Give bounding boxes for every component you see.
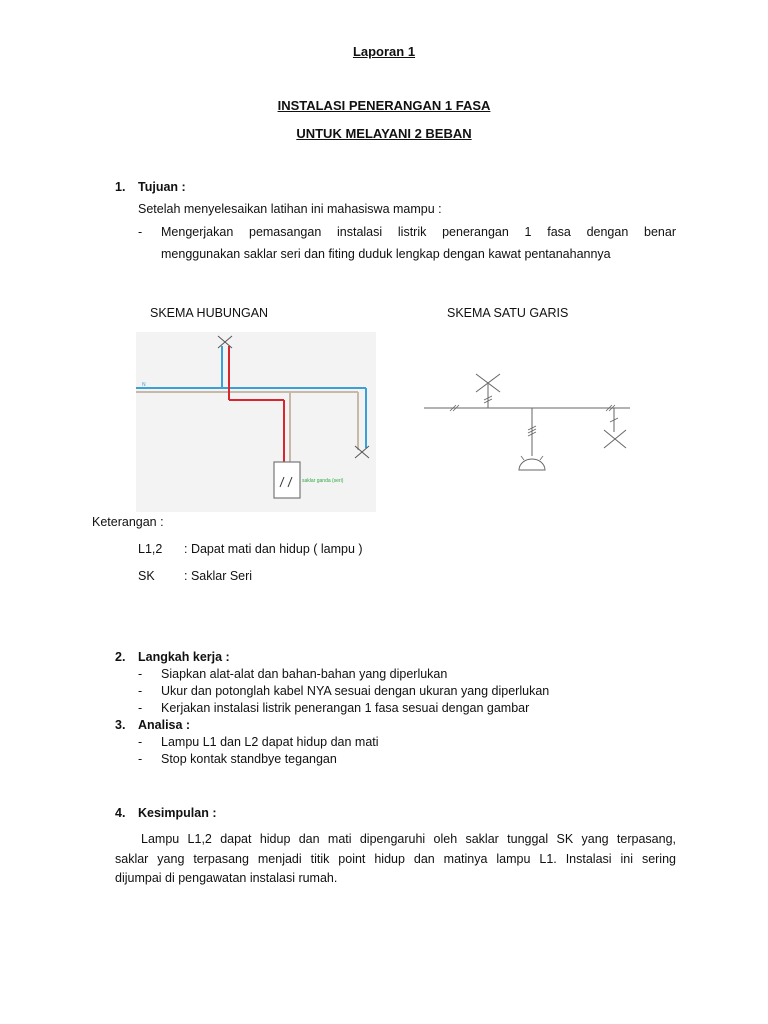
keterangan-code-2: SK [138, 569, 155, 583]
section1-number: 1. [115, 180, 126, 194]
keterangan-desc-2: : Saklar Seri [184, 569, 253, 583]
section1-intro: Setelah menyelesaikan latihan ini mahasiswa mampu : [138, 202, 442, 216]
section3-number: 3. [115, 718, 126, 732]
section3-heading: Analisa : [138, 718, 191, 732]
title-line-1: INSTALASI PENERANGAN 1 FASA [277, 98, 491, 113]
diagram-right-label: SKEMA SATU GARIS [447, 306, 569, 320]
diagram-left-label: SKEMA HUBUNGAN [150, 306, 269, 320]
wiring-diagram-background [136, 332, 376, 512]
section2-item-3: Kerjakan instalasi listrik penerangan 1 fasa sesuai dengan gambar [161, 701, 530, 715]
switch-label: saklar ganda (seri) [302, 478, 344, 484]
section2-dash-3: - [138, 701, 143, 715]
section2-item-1: Siapkan alat-alat dan bahan-bahan yang diperlukan [161, 667, 448, 681]
series-switch-box [274, 462, 300, 498]
wiring-diagram [136, 332, 376, 512]
conclusion-line-2: saklar yang terpasang menjadi titik point hidup dan matinya lampu L1. Instalasi ini sering [115, 852, 676, 866]
section1-bullet-dash: - [138, 225, 143, 239]
section1-heading: Tujuan : [138, 180, 186, 194]
section4-number: 4. [115, 806, 126, 820]
section2-item-2: Ukur dan potonglah kabel NYA sesuai dengan ukuran yang diperlukan [161, 684, 550, 698]
section2-dash-1: - [138, 667, 143, 681]
section3-dash-1: - [138, 735, 143, 749]
section3-item-2: Stop kontak standbye tegangan [161, 752, 337, 766]
section3-item-1: Lampu L1 dan L2 dapat hidup dan mati [161, 735, 379, 749]
section2-dash-2: - [138, 684, 143, 698]
single-line-diagram [418, 370, 640, 480]
outlet-symbol [519, 459, 545, 470]
keterangan-heading: Keterangan : [92, 515, 164, 529]
section3-dash-2: - [138, 752, 143, 766]
section1-bullet-line1: Mengerjakan pemasangan instalasi listrik penerangan 1 fasa dengan benar [161, 225, 676, 239]
conclusion-line-3: dijumpai di pengawatan instalasi rumah. [115, 871, 338, 885]
title-line-2: UNTUK MELAYANI 2 BEBAN [296, 126, 472, 141]
right-lamp-symbol [604, 430, 626, 448]
conclusion-line-1: Lampu L1,2 dapat hidup dan mati dipengaruhi oleh saklar tunggal SK yang terpasang, [141, 832, 676, 846]
keterangan-desc-1: : Dapat mati dan hidup ( lampu ) [184, 542, 363, 556]
section4-heading: Kesimpulan : [138, 806, 217, 820]
section1-bullet-line2: menggunakan saklar seri dan fiting duduk lengkap dengan kawat pentanahannya [161, 247, 611, 261]
keterangan-code-1: L1,2 [138, 542, 163, 556]
report-label: Laporan 1 [352, 44, 416, 59]
section2-heading: Langkah kerja : [138, 650, 230, 664]
neutral-wire-label: N [142, 382, 146, 388]
section2-number: 2. [115, 650, 126, 664]
